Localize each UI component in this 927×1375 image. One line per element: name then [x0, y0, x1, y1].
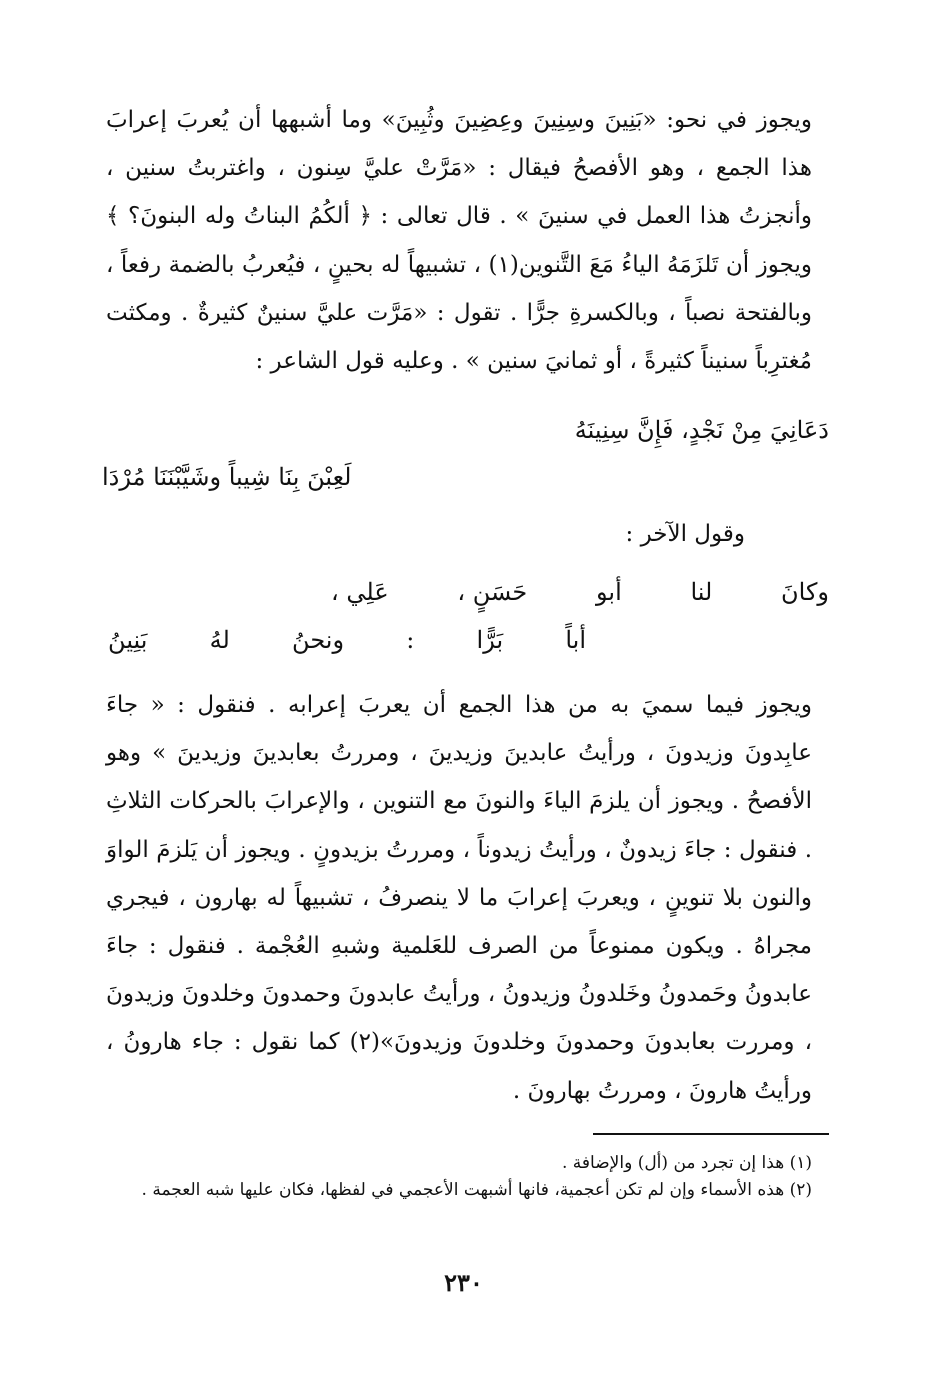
verse-1-first-hemistich: دَعَانِيَ مِنْ نَجْدٍ، فَإِنَّ سِنِينَهُ: [574, 416, 829, 444]
verse-word: حَسَنٍ ،: [457, 578, 528, 606]
verse-word: أباً: [565, 626, 586, 654]
verse-word: عَلِي ،: [331, 578, 389, 606]
verse-2-first-hemistich: [331, 570, 829, 614]
verse-word: لهُ: [209, 626, 230, 654]
second-poet-intro: وقول الآخر :: [625, 521, 745, 547]
footnote-1: (١) هذا إن تجرد من (أل) والإضافة .: [562, 1153, 812, 1173]
paragraph-text: ويجوز في نحو: «بَنِينَ وسِنِينَ وعِضِينَ وثُبِينَ» وما أشبهها أن يُعربَ إعرابَ هذا الجمع ، وهو الأفصحُ فيقال : «مَرَّتْ عليَّ سِنون ، واغتربتُ سنين ، وأنجزتُ هذا العمل في سنينَ » . قال تعالى : ﴿ ألكُمُ البناتُ وله البنونَ؟ ﴾ ويجوز أن تَلزَمَهُ الياءُ مَعَ التَّنوين(١) ، تشبيهاً له بحينٍ ، فيُعربُ بالضمة رفعاً ، وبالفتحة نصباً ، وبالكسرةِ جرًّا . تقول : «مَرَّت عليَّ سنينٌ كثيرةٌ . ومكثت مُغترِباً سنيناً كثيرةً ، أو ثمانيَ سنين » . وعليه قول الشاعر :: [106, 107, 812, 375]
footnote-2: (٢) هذه الأسماء وإن لم تكن أعجمية، فانها أشبهت الأعجمي في لفظها، فكان عليها شبه العجمة .: [141, 1180, 812, 1200]
footnote-divider: [593, 1133, 829, 1135]
verse-word: لنا: [690, 578, 713, 606]
verse-word: بَنِينُ: [108, 626, 148, 654]
footnotes: [106, 1150, 812, 1204]
verse-word: :: [406, 626, 415, 654]
page-number: ٢٣٠: [444, 1268, 483, 1297]
verse-2-second-hemistich: [108, 618, 586, 662]
verse-1-second-hemistich: لَعِبْنَ بِنَا شِيباً وشَيَّبْنَنَا مُرْدَا: [102, 463, 352, 491]
paragraph-text: ويجوز فيما سميَ به من هذا الجمع أن يعربَ إعرابه . فنقول : « جاءَ عابِدونَ وزيدونَ ، ورأيتُ عابدينَ وزيدينَ ، ومررتُ بعابدينَ وزيدينَ » وهو الأفصحُ . ويجوز أن يلزمَ الياءَ والنونَ مع التنوين ، والإعرابَ بالحركات الثلاثِ . فنقول : جاءَ زيدونٌ ، ورأيتُ زيدوناً ، ومررتُ بزيدونٍ . ويجوز أن يَلزمَ الواوَ والنون بلا تنوينٍ ، ويعربَ إعرابَ ما لا ينصرفُ ، تشبيهاً له بهارون ، فيجري مجراهُ . ويكون ممنوعاً من الصرف للعَلمية وشبهِ العُجْمة . فنقول : جاءَ عابدونُ وحَمدونُ وخَلدونُ وزيدونُ ، ورأيتُ عابدونَ وحمدونَ وخلدونَ وزيدونَ ، ومررت بعابدونَ وحمدونَ وخلدونَ وزيدونَ»(٢) كما نقول : جاء هارونُ ، ورأيتُ هارونَ ، ومررتُ بهارونَ .: [106, 692, 813, 1104]
verse-word: ونحنُ: [292, 626, 345, 654]
paragraph-main-2: [106, 681, 812, 1115]
verse-word: وكانَ: [781, 578, 829, 606]
verse-word: بَرًّا: [476, 626, 504, 654]
verse-word: أبو: [595, 578, 622, 606]
paragraph-main-1: [106, 96, 812, 385]
